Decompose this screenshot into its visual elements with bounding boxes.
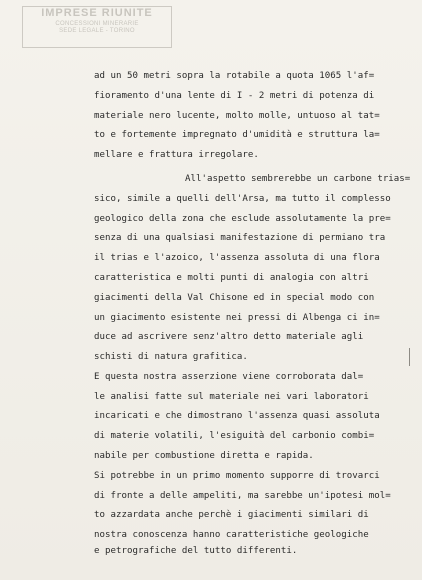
text-line: incaricati e che dimostrano l'assenza quasi assoluta	[94, 411, 380, 422]
stamp-line: SEDE LEGALE - TORINO	[59, 28, 135, 35]
stamp-title: IMPRESE RIUNITE	[41, 7, 153, 19]
text-line: giacimenti della Val Chisone ed in special modo con	[94, 292, 375, 303]
text-line: il trias e l'azoico, l'assenza assoluta di una flora	[94, 253, 380, 264]
text-line: sico, simile a quelli dell'Arsa, ma tutto il complesso	[94, 193, 391, 204]
text-line: le analisi fatte sul materiale nei vari laboratori	[94, 391, 369, 402]
text-line: schisti di natura grafitica.	[94, 352, 248, 363]
text-line: to azzardata anche perchè i giacimenti similari di	[94, 510, 369, 521]
text-line: nostra conoscenza hanno caratteristiche geologiche	[94, 530, 369, 541]
text-line: senza di una qualsiasi manifestazione di permiano tra	[94, 233, 386, 244]
text-line: di materie volatili, l'esiguità del carbonio combi=	[94, 431, 375, 442]
text-line: to e fortemente impregnato d'umidità e struttura la=	[94, 130, 380, 141]
text-line: All'aspetto sembrerebbe un carbone trias=	[185, 173, 411, 184]
text-line: mellare e frattura irregolare.	[94, 150, 259, 161]
text-line: caratteristica e molti punti di analogia con altri	[94, 272, 369, 283]
text-line: Si potrebbe in un primo momento supporre di trovarci	[94, 470, 380, 481]
text-line: e petrografiche del tutto differenti.	[94, 546, 298, 556]
text-line: nabile per combustione diretta e rapida.	[94, 451, 314, 462]
text-line: ad un 50 metri sopra la rotabile a quota 1065 l'af=	[94, 71, 375, 81]
text-line: materiale nero lucente, molto molle, untuoso al tat=	[94, 110, 380, 121]
text-line: duce ad ascrivere senz'altro detto materiale agli	[94, 332, 364, 343]
text-line: E questa nostra asserzione viene corroborata dal=	[94, 371, 364, 382]
stamp-line: CONCESSIONI MINERARIE	[55, 20, 139, 27]
text-line: di fronte a delle ampeliti, ma sarebbe un'ipotesi mol=	[94, 490, 391, 501]
text-line: un giacimento esistente nei pressi di Albenga ci in=	[94, 312, 380, 323]
margin-mark	[409, 348, 410, 366]
text-line: fioramento d'una lente di I - 2 metri di potenza di	[94, 90, 375, 101]
text-line: geologico della zona che esclude assolutamente la pre=	[94, 213, 391, 224]
